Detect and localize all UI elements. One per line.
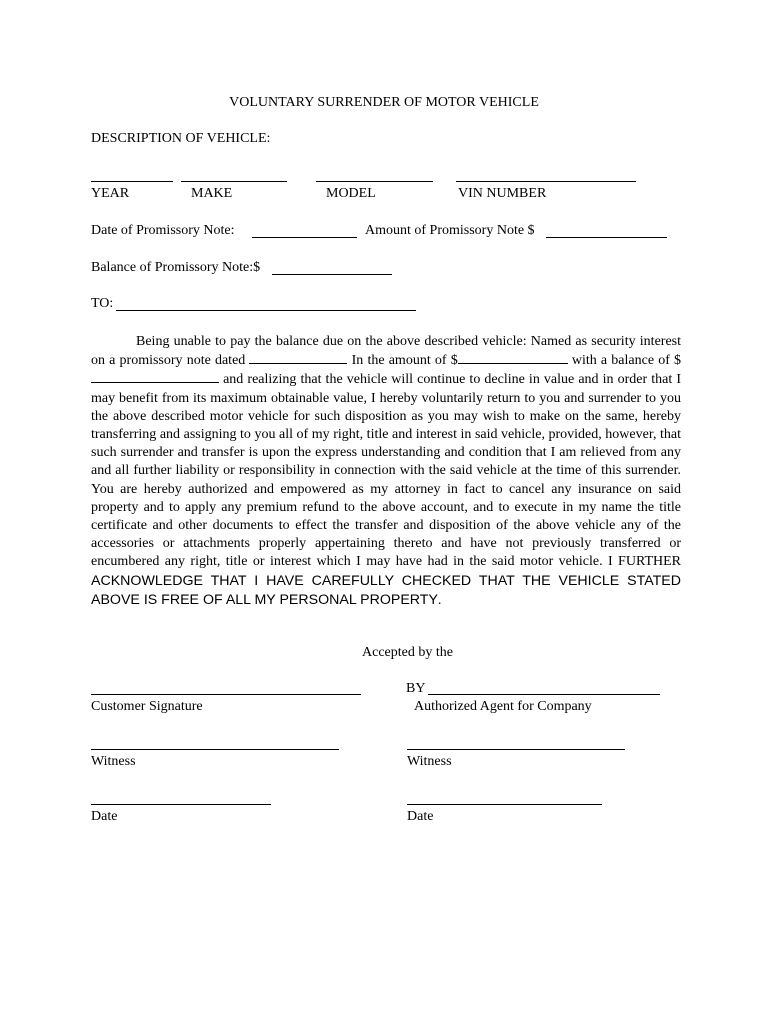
note-date-blank[interactable] [249,351,347,364]
description-heading: DESCRIPTION OF VEHICLE: [91,131,271,146]
date-left-label: Date [91,809,118,824]
paragraph-text-4: and realizing that the vehicle will continue to decline in value and in order that I may benefit from its maximum obtainable value, I hereby voluntarily return to you and surrender to you the above described motor vehicle for such disposition as you may wish to make on the same, hereby transferring and assigning to you all of my right, title and interest in said vehicle, provided, however, that such surrender and transfer is upon the express understanding and condition that I am relieved from any and all further liability or responsibility in connection with the said vehicle at the time of this surrender. You are hereby authorized and empowered as my attorney in fact to cancel any insurance on said property and to apply any premium refund to the above account, and to execute in my name the title certificate and other documents to effect the transfer and disposition of the above vehicle any of the accessories or attachments properly appertaining thereto and have not previously transferred or encumbered any right, title or interest which I may have had in the said motor vehicle. I FURTHER [91,372,681,570]
note-amount-blank[interactable] [458,351,568,364]
customer-signature-line[interactable] [91,694,361,695]
balance-field[interactable] [272,274,392,275]
accepted-by-label: Accepted by the [362,645,453,660]
witness-right-line[interactable] [407,749,625,750]
witness-left-label: Witness [91,754,136,769]
balance-amount-blank[interactable] [91,370,219,383]
paragraph-text-2: In the amount of $ [351,353,458,369]
vin-field[interactable] [456,181,636,182]
vin-label: VIN NUMBER [458,186,547,201]
year-label: YEAR [91,186,130,201]
authorized-agent-label: Authorized Agent for Company [414,699,592,714]
date-right-line[interactable] [407,804,602,805]
promissory-amount-label: Amount of Promissory Note $ [365,223,535,238]
promissory-date-label: Date of Promissory Note: [91,223,235,238]
promissory-amount-field[interactable] [546,237,667,238]
paragraph-text-1: Being unable to pay the balance due on the above described vehicle: Named as security interest on a promissory note dated [91,334,681,369]
promissory-date-field[interactable] [252,237,357,238]
model-field[interactable] [316,181,433,182]
paragraph-text-3: with a balance of $ [571,353,682,369]
witness-right-label: Witness [407,754,452,769]
document-title: VOLUNTARY SURRENDER OF MOTOR VEHICLE [229,95,539,110]
make-field[interactable] [181,181,287,182]
surrender-paragraph [91,333,681,610]
model-label: MODEL [326,186,376,201]
date-right-label: Date [407,809,434,824]
to-field[interactable] [116,310,416,311]
balance-label: Balance of Promissory Note:$ [91,260,261,275]
paragraph-period: . [437,592,442,608]
to-label: TO: [91,296,114,311]
authorized-agent-line[interactable] [428,694,660,695]
make-label: MAKE [191,186,233,201]
customer-signature-label: Customer Signature [91,699,203,714]
paragraph-acknowledgement: ACKNOWLEDGE THAT I HAVE CAREFULLY CHECKED THAT THE VEHICLE STATED ABOVE IS FREE OF ALL MY PERSONAL PROPERTY [91,572,681,608]
year-field[interactable] [91,181,173,182]
date-left-line[interactable] [91,804,271,805]
witness-left-line[interactable] [91,749,339,750]
by-label: BY [406,681,426,696]
